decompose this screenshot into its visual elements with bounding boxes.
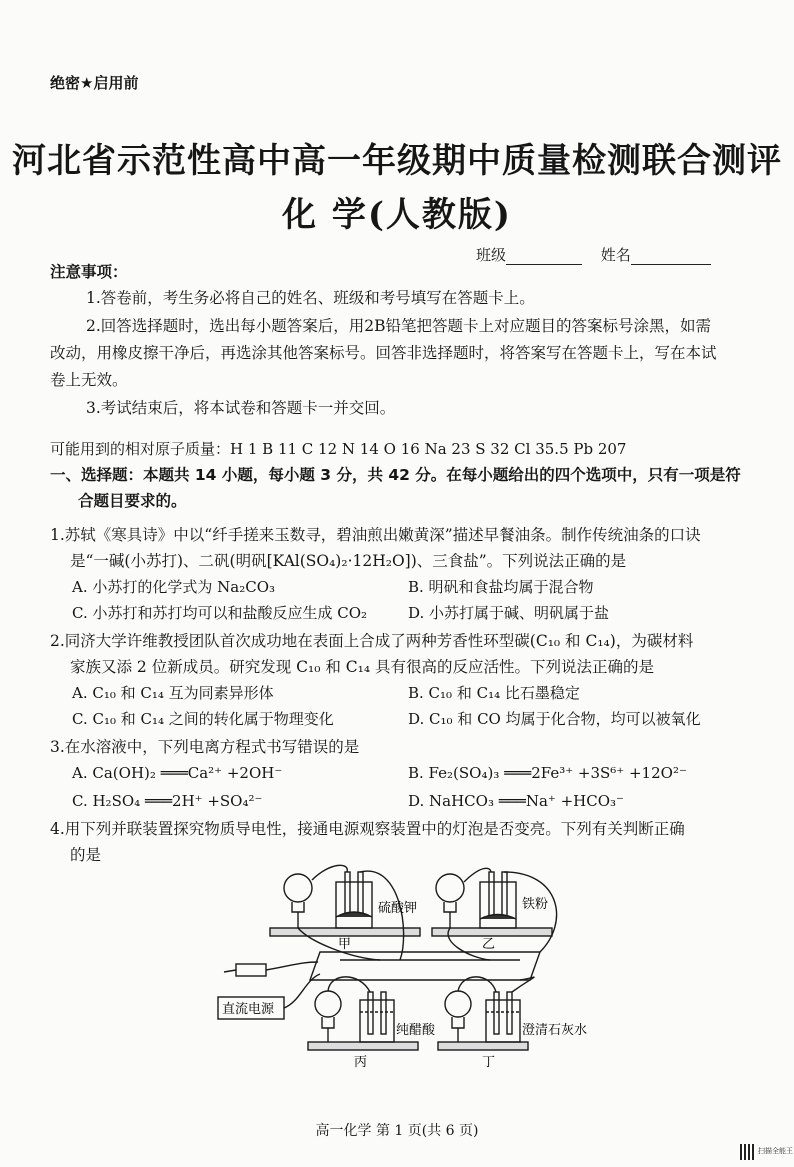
exam-title: 河北省示范性高中高一年级期中质量检测联合测评 (12, 141, 782, 181)
label-substance-jia: 硫酸钾 (378, 901, 418, 916)
beaker-icon (480, 882, 516, 928)
bulb-icon (436, 874, 464, 902)
q1-option-c: C. 小苏打和苏打均可以和盐酸反应生成 CO₂ (72, 604, 368, 622)
q3-option-a: A. Ca(OH)₂ ═══Ca²⁺ +2OH⁻ (72, 764, 283, 782)
conductivity-apparatus-figure (200, 862, 600, 1092)
qr-code-icon (740, 1144, 756, 1160)
q3-stem: 3.在水溶液中，下列电离方程式书写错误的是 (50, 738, 360, 756)
note-item: 3.考试结束后，将本试卷和答题卡一并交回。 (86, 399, 396, 417)
q1-stem: 1.苏轼《寒具诗》中以“纤手搓来玉数寻，碧油煎出嫩黄深”描述早餐油条。制作传统油条的口诀 (50, 526, 701, 544)
label-substance-bing: 纯醋酸 (396, 1023, 436, 1038)
confidential-mark: 绝密★启用前 (50, 74, 139, 92)
q2-stem: 2.同济大学许维教授团队首次成功地在表面上合成了两种芳香性环型碳(C₁₀ 和 C₁₄)，为碳材料 (50, 632, 694, 650)
label-jia: 甲 (338, 937, 352, 952)
beaker-icon (336, 882, 372, 928)
section-heading-cont: 合题目要求的。 (78, 492, 187, 510)
base-ding (438, 1042, 528, 1050)
note-item: 卷上无效。 (50, 371, 128, 389)
page-footer: 高一化学 第 1 页(共 6 页) (315, 1123, 479, 1139)
q2-option-c: C. C₁₀ 和 C₁₄ 之间的转化属于物理变化 (72, 710, 334, 728)
atomic-mass-line: 可能用到的相对原子质量：H 1 B 11 C 12 N 14 O 16 Na 23 S 32 Cl 35.5 Pb 207 (50, 440, 627, 458)
label-ding: 丁 (482, 1055, 496, 1070)
q2-stem-cont: 家族又添 2 位新成员。研究发现 C₁₀ 和 C₁₄ 具有很高的反应活性。下列说法正确的是 (70, 658, 654, 676)
note-item: 改动，用橡皮擦干净后，再选涂其他答案标号。回答非选择题时，将答案写在答题卡上，写在本试 (50, 344, 717, 362)
q4-stem-cont: 的是 (70, 846, 102, 864)
note-item: 1.答卷前，考生务必将自己的姓名、班级和考号填写在答题卡上。 (86, 289, 535, 307)
scanner-watermark: 扫描全能王 (758, 1147, 793, 1155)
class-label: 班级 (476, 246, 507, 264)
q2-option-d: D. C₁₀ 和 CO 均属于化合物，均可以被氧化 (408, 710, 701, 728)
bulb-icon (315, 991, 341, 1017)
notes-heading: 注意事项： (50, 263, 128, 281)
base-jia (270, 928, 420, 936)
q2-option-a: A. C₁₀ 和 C₁₄ 互为同素异形体 (72, 684, 274, 702)
q3-option-b: B. Fe₂(SO₄)₃ ═══2Fe³⁺ +3S⁶⁺ +12O²⁻ (408, 764, 687, 782)
label-yi: 乙 (482, 937, 496, 952)
q1-stem-cont: 是“一碱(小苏打)、二矾(明矾[KAl(SO₄)₂·12H₂O])、三食盐”。下列说法正确的是 (70, 552, 627, 570)
q3-option-c: C. H₂SO₄ ═══2H⁺ +SO₄²⁻ (72, 792, 263, 810)
q1-option-b: B. 明矾和食盐均属于混合物 (408, 578, 594, 596)
section-heading: 一、选择题：本题共 14 小题，每小题 3 分，共 42 分。在每小题给出的四个选项中，只有一项是符 (50, 466, 741, 484)
label-substance-yi: 铁粉 (522, 897, 549, 912)
q2-option-b: B. C₁₀ 和 C₁₄ 比石墨稳定 (408, 684, 580, 702)
bulb-icon (445, 991, 471, 1017)
q3-option-d: D. NaHCO₃ ═══Na⁺ +HCO₃⁻ (408, 792, 624, 810)
exam-subtitle: 化 学(人教版) (281, 195, 512, 235)
note-item: 2.回答选择题时，选出每小题答案后，用2B铅笔把答题卡上对应题目的答案标号涂黑，如需 (86, 317, 712, 335)
label-power: 直流电源 (222, 1002, 275, 1017)
label-substance-ding: 澄清石灰水 (522, 1023, 588, 1038)
q1-option-a: A. 小苏打的化学式为 Na₂CO₃ (72, 578, 276, 596)
q4-stem: 4.用下列并联装置探究物质导电性，接通电源观察装置中的灯泡是否变亮。下列有关判断正确 (50, 820, 685, 838)
beaker-icon (486, 1000, 520, 1042)
circuit-board (310, 952, 540, 980)
name-label: 姓名 (600, 246, 631, 264)
q1-option-d: D. 小苏打属于碱、明矾属于盐 (408, 604, 610, 622)
label-bing: 丙 (354, 1055, 368, 1070)
bulb-icon (284, 874, 312, 902)
base-bing (308, 1042, 418, 1050)
beaker-icon (360, 1000, 394, 1042)
